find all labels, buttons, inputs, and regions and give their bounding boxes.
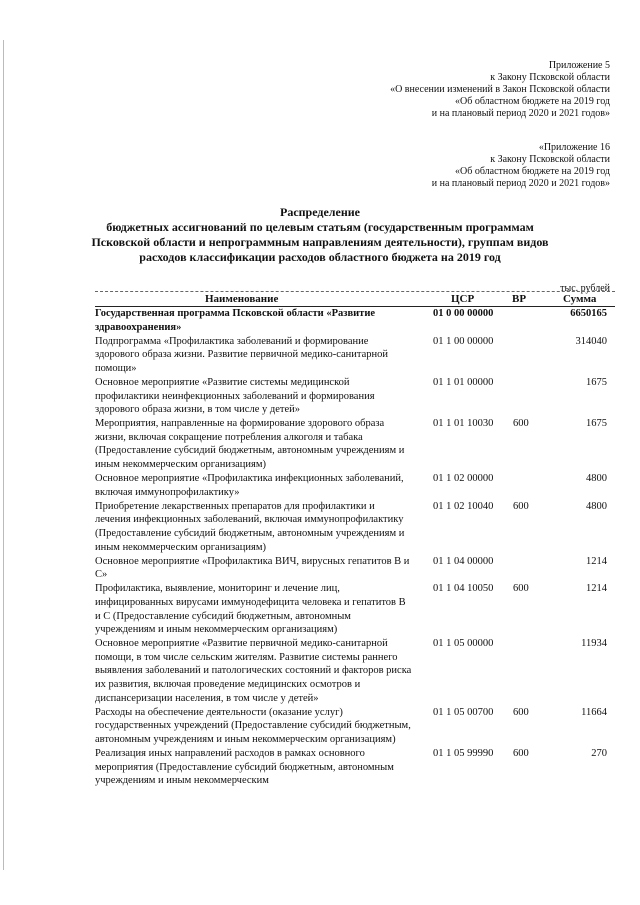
appendix-16-line: «Приложение 16 [538, 142, 610, 153]
table-row [95, 307, 615, 334]
table-row [95, 706, 615, 747]
row-vr: 600 [513, 418, 529, 430]
row-sum: 6650165 [570, 308, 607, 319]
row-name: Подпрограмма «Профилактика заболеваний и формирование здорового образа жизни. Развитие первичной медико-санитарной помощи» [95, 335, 389, 374]
row-sum: 270 [591, 748, 607, 759]
appendix-5-line: и на плановый период 2020 и 2021 годов» [431, 108, 610, 119]
appendix-16-line: к Закону Псковской области [490, 154, 610, 165]
row-csr: 01 1 05 99990 [433, 748, 494, 759]
appendix-5-line: Приложение 5 [548, 60, 610, 71]
table-row [95, 472, 615, 499]
appendix-5-header [390, 60, 610, 120]
appendix-16-header [432, 142, 610, 190]
row-sum: 314040 [575, 335, 607, 347]
units-label: тыс. рублей [560, 283, 610, 294]
header-sum: Сумма [563, 293, 597, 305]
appendix-5-line: «О внесении изменений в Закон Псковской области [390, 84, 610, 95]
row-name: Основное мероприятие «Развитие первичной медико-санитарной помощи, в том числе сельским жителям. Развитие системы раннего выявления заболеваний и патологических состояний и факторов риска их развития, включая проведение медицинских осмотров и диспансеризации населения, в том числе у детей» [95, 638, 412, 704]
table-row [95, 335, 615, 376]
row-csr: 01 1 00 00000 [433, 335, 494, 347]
row-name: Основное мероприятие «Профилактика инфекционных заболеваний, включая иммунопрофилактику» [95, 473, 404, 498]
title-line: Псковской области и непрограммным направлениям деятельности), группам видов [91, 235, 549, 249]
table-header [95, 291, 615, 307]
appendix-16-line: «Об областном бюджете на 2019 год [455, 166, 610, 177]
row-csr: 01 1 04 00000 [433, 555, 494, 567]
row-sum: 11664 [581, 706, 607, 718]
document-title [60, 205, 580, 265]
appendix-16-line: и на плановый период 2020 и 2021 годов» [431, 178, 610, 189]
header-name: Наименование [205, 293, 279, 305]
row-name: Государственная программа Псковской области «Развитие здравоохранения» [95, 308, 376, 333]
row-csr: 01 1 04 10050 [433, 583, 494, 595]
scan-edge-line [3, 40, 4, 870]
row-name: Реализация иных направлений расходов в рамках основного мероприятия (Предоставление субсидий бюджетным, автономным учреждениям и иным некоммерческим [95, 748, 394, 787]
row-csr: 01 1 02 10040 [433, 500, 494, 512]
table-row [95, 417, 615, 471]
row-csr: 01 1 01 00000 [433, 376, 494, 388]
title-line: расходов классификации расходов областного бюджета на 2019 год [139, 250, 501, 264]
table-row [95, 500, 615, 554]
table-row [95, 582, 615, 636]
header-csr: ЦСР [451, 293, 475, 305]
appendix-5-line: к Закону Псковской области [490, 72, 610, 83]
row-vr: 600 [513, 706, 529, 718]
row-vr: 600 [513, 748, 529, 759]
table-row [95, 376, 615, 417]
row-csr: 01 1 05 00000 [433, 638, 494, 650]
title-line: Распределение [279, 205, 361, 219]
row-sum: 1214 [586, 583, 607, 595]
row-name: Мероприятия, направленные на формирование здорового образа жизни, включая сокращение потребления алкоголя и табака (Предоставление субсидий бюджетным, автономным учреждениям и иным некоммерческим организациям) [95, 418, 405, 471]
row-sum: 1214 [586, 555, 607, 567]
row-csr: 01 1 05 00700 [433, 706, 494, 718]
row-name: Расходы на обеспечение деятельности (оказание услуг) государственных учреждений (Предоставление субсидий бюджетным, автономным учреждениям и иным некоммерческим организациям) [95, 706, 411, 745]
row-sum: 11934 [581, 638, 607, 650]
row-sum: 4800 [586, 500, 607, 512]
row-csr: 01 1 02 00000 [433, 473, 494, 485]
row-csr: 01 1 01 10030 [433, 418, 494, 430]
table-row [95, 747, 615, 788]
row-vr: 600 [513, 583, 529, 595]
row-name: Приобретение лекарственных препаратов для профилактики и лечения инфекционных заболеваний, включая иммунопрофилактику (Предоставление субсидий бюджетным, автономным учреждениям и иным некоммерческим организациям) [95, 500, 405, 553]
title-line: бюджетных ассигнований по целевым статьям (государственным программам [106, 220, 534, 234]
table-row [95, 555, 615, 582]
row-csr: 01 0 00 00000 [433, 308, 494, 319]
budget-table [95, 307, 615, 788]
table-row [95, 637, 615, 705]
appendix-5-line: «Об областном бюджете на 2019 год [455, 96, 610, 107]
header-vr: ВР [512, 293, 527, 305]
row-name: Основное мероприятие «Профилактика ВИЧ, вирусных гепатитов В и С» [95, 555, 410, 581]
row-vr: 600 [513, 500, 529, 512]
row-sum: 1675 [586, 376, 607, 388]
row-name: Профилактика, выявление, мониторинг и лечение лиц, инфицированных вирусами иммунодефицита человека и гепатитов В и С (Предоставление субсидий бюджетным, автономным учреждениям и иным некоммерческим организациям) [95, 583, 406, 636]
row-sum: 4800 [586, 473, 607, 485]
row-sum: 1675 [586, 418, 607, 430]
row-name: Основное мероприятие «Развитие системы медицинской профилактики неинфекционных заболеваний и формирования здорового образа жизни, в том числе у детей» [95, 376, 375, 416]
